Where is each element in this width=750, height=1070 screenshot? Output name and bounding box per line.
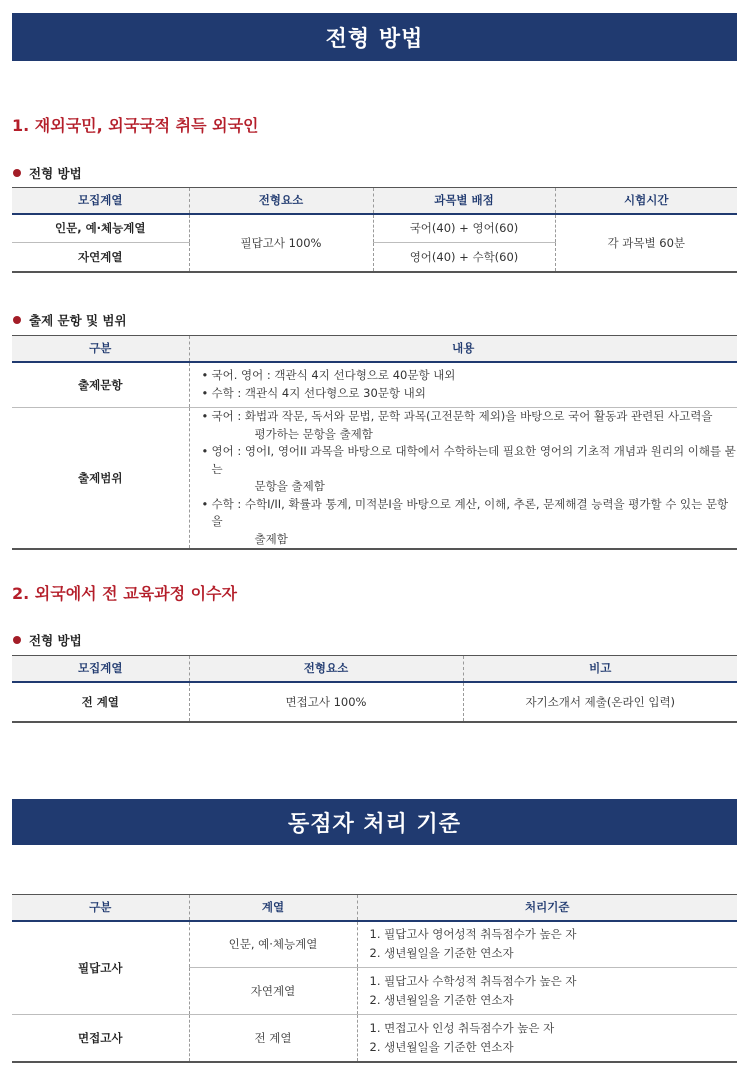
col-header: 구분 (12, 895, 189, 921)
table-row (12, 682, 737, 722)
bullet-line: • 국어 : 화법과 작문, 독서와 문법, 문학 과목(고전문학 제외)을 바탕으로 국어 활동과 관련된 사고력을 (211, 409, 713, 423)
bullet-line: • 영어 : 영어I, 영어II 과목을 바탕으로 대학에서 수학하는데 필요한 영어의 기초적 개념과 원리의 이해를 묻는 (211, 444, 736, 476)
field-cell: 전 계열 (189, 1015, 357, 1062)
criteria-cell (357, 921, 737, 968)
selection-method-table (12, 187, 737, 273)
element-cell: 필답고사 100% (189, 214, 373, 272)
bullet-dot-icon (13, 316, 21, 324)
note-cell: 자기소개서 제출(온라인 입력) (463, 682, 737, 722)
score-cell: 국어(40) + 영어(60) (373, 214, 555, 243)
criteria-line: 2. 생년월일을 기준한 연소자 (369, 946, 514, 961)
table-header-row (12, 656, 737, 682)
col-header: 비고 (463, 656, 737, 682)
col-header: 모집계열 (12, 656, 189, 682)
field-cell: 전 계열 (81, 694, 119, 709)
time-cell: 각 과목별 60분 (555, 214, 737, 272)
section2-title: 2. 외국에서 전 교육과정 이수자 (12, 584, 237, 603)
field-cell: 인문, 예·체능계열 (189, 921, 357, 968)
table-header-row (12, 895, 737, 921)
table-row (12, 214, 737, 243)
bullet-item (202, 443, 738, 496)
table-header-row (12, 188, 737, 214)
section1-sub2 (13, 311, 127, 329)
table-row (12, 921, 737, 968)
col-header: 구분 (12, 336, 189, 362)
field-cell: 인문, 예·체능계열 (54, 221, 146, 236)
section1-title: 1. 재외국민, 외국국적 취득 외국인 (12, 116, 259, 135)
bullet-item (202, 496, 738, 549)
col-header: 전형요소 (189, 188, 373, 214)
col-header: 계열 (189, 895, 357, 921)
bullet-dot-icon (13, 636, 21, 644)
section1-sub1 (13, 164, 82, 182)
row-label: 면접고사 (12, 1015, 189, 1062)
section2-sub1-label: 전형 방법 (29, 633, 82, 648)
bullet-continuation: 문항을 출제함 (254, 479, 325, 493)
row-label: 출제문항 (78, 377, 123, 392)
criteria-line: 2. 생년월일을 기준한 연소자 (369, 993, 514, 1007)
table-row (12, 408, 737, 550)
col-header: 내용 (189, 336, 737, 362)
tie-banner-title: 동점자 처리 기준 (12, 799, 737, 845)
row-label: 출제범위 (12, 408, 189, 550)
bullet-item: • 수학 : 객관식 4지 선다형으로 30문항 내외 (202, 385, 738, 403)
col-header: 모집계열 (12, 188, 189, 214)
exam-scope-table (12, 335, 737, 550)
criteria-cell (357, 1015, 737, 1062)
field-cell: 자연계열 (189, 968, 357, 1015)
score-cell: 영어(40) + 수학(60) (373, 243, 555, 272)
criteria-line: 1. 필답고사 영어성적 취득점수가 높은 자 (369, 927, 577, 942)
section1-sub1-label: 전형 방법 (29, 166, 82, 181)
content-cell (189, 362, 737, 408)
section2-sub1 (13, 631, 82, 649)
table-row (12, 362, 737, 408)
bullet-dot-icon (13, 169, 21, 177)
bullet-item: • 국어. 영어 : 객관식 4지 선다형으로 40문항 내외 (202, 367, 738, 385)
field-cell: 자연계열 (12, 243, 189, 272)
section1-sub2-label: 출제 문항 및 범위 (29, 313, 127, 328)
criteria-cell (357, 968, 737, 1015)
tie-break-table (12, 894, 737, 1063)
bullet-item (202, 408, 738, 443)
criteria-line: 1. 필답고사 수학성적 취득점수가 높은 자 (369, 974, 577, 988)
bullet-continuation: 출제함 (254, 531, 288, 546)
page-banner-title: 전형 방법 (12, 13, 737, 61)
col-header: 처리기준 (357, 895, 737, 921)
criteria-line: 2. 생년월일을 기준한 연소자 (369, 1039, 514, 1054)
element-cell: 면접고사 100% (189, 682, 463, 722)
bullet-continuation: 평가하는 문항을 출제함 (254, 426, 373, 441)
content-cell (189, 408, 737, 550)
col-header: 전형요소 (189, 656, 463, 682)
table-header-row (12, 336, 737, 362)
col-header: 시험시간 (555, 188, 737, 214)
criteria-line: 1. 면접고사 인성 취득점수가 높은 자 (369, 1020, 555, 1035)
row-label: 필답고사 (78, 960, 123, 975)
bullet-line: • 수학 : 수학I/II, 확률과 통계, 미적분I을 바탕으로 계산, 이해, 추론, 문제해결 능력을 평가할 수 있는 문항을 (211, 496, 729, 528)
col-header: 과목별 배점 (373, 188, 555, 214)
overseas-selection-table (12, 655, 737, 723)
table-row (12, 1015, 737, 1062)
